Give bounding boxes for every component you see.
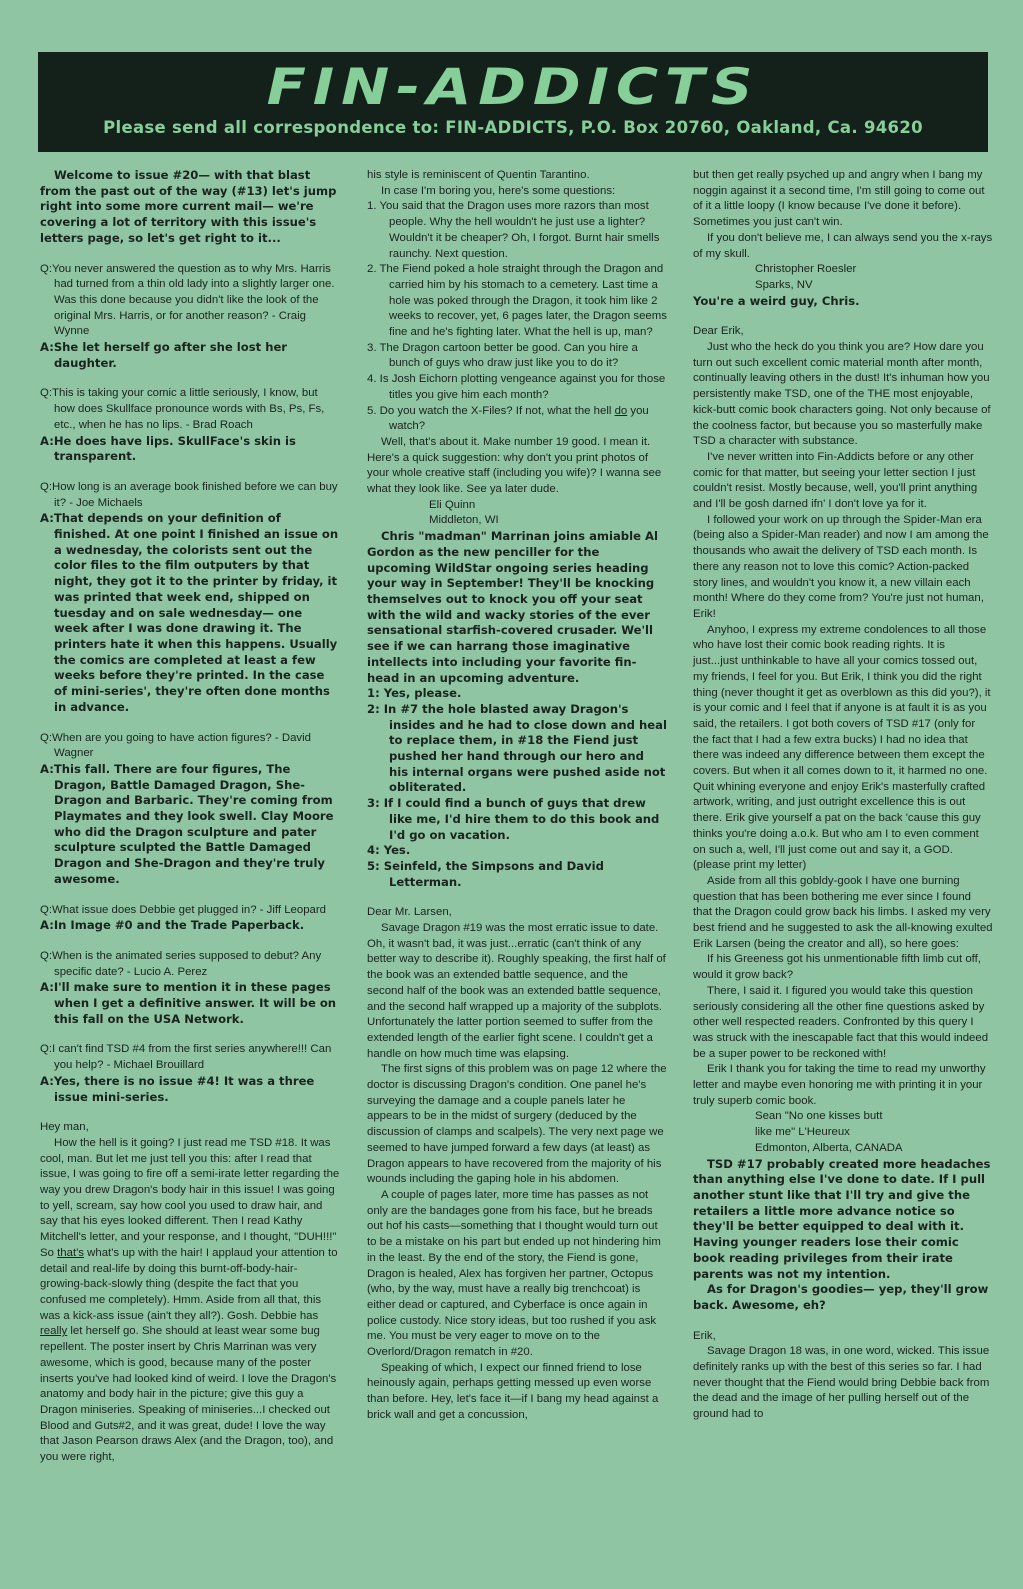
question-list-item: 3. The Dragon cartoon better be good. Can you hire a bunch of guys who draw just like you to do it?: [367, 341, 638, 370]
signature-name: Sean "No one kisses butt: [755, 1110, 883, 1123]
letter-greeting: Dear Erik,: [693, 325, 744, 338]
signature-location: Sparks, NV: [755, 278, 813, 291]
column-1: [40, 168, 340, 1466]
questions-intro: In case I'm boring you, here's some questions:: [381, 184, 616, 197]
letter-greeting: Dear Mr. Larsen,: [367, 906, 452, 919]
letter-paragraph: Just who the heck do you think you are? How dare you turn out such excellent comic material month after month, continually leaving others in the dust! It's inhuman how you persistently make TSD, one of the THE most enjoyable, kick-butt comic book characters going. Not only because of the coolness factor, but because you so masterfully make TSD a character with substance.: [693, 341, 991, 448]
letter-paragraph: Speaking of which, I expect our finned friend to lose heinously again, perhaps getting messed up even worse than before. Hey, let's face it—if I bang my head against a brick wall and get a concussion,: [367, 1361, 659, 1421]
question-4: Q:When are you going to have action figures? - David Wagner: [40, 731, 311, 760]
reply-answer: 3: If I could find a bunch of guys that drew like me, I'd hire them to do this book and I'd go on vacation.: [367, 796, 660, 842]
letter-paragraph: I followed your work on up through the Spider-Man era (being also a Spider-Man reader) and now I am among the thousands who await the delivery of TSD each month. Is there any reason not to love this comic? Action-packed story lines, and wouldn't you know it, a new villain each month! Where do they come from? You're just not human, Erik!: [693, 513, 989, 620]
editor-reply: TSD #17 probably created more headaches than anything else I've done to date. If I pull another stunt like that I'll try and give the retailers a little more advance notice so they'll be better equipped to deal with it. Having younger readers lose their comic book reading privileges from their irate parents was not my intention.: [693, 1156, 991, 1281]
reply-answer: 2: In #7 the hole blasted away Dragon's insides and he had to close down and heal to replace them, in #18 the Fiend just pushed her hand through our hero and his internal organs were pushed aside not obliterated.: [367, 701, 667, 795]
editor-reply: Chris "madman" Marrinan joins amiable Al Gordon as the new penciller for the upcoming WildStar ongoing series heading your way in September! They'll be knocking themselves out to knock you off your seat with the wild and wacky stories of the ever sensational starfish-covered crusader. We'll see if we can harrang those imaginative intellects into including your favorite fin-head in an upcoming adventure.: [367, 529, 658, 685]
letter-closing: Well, that's about it. Make number 19 good. I mean it. Here's a quick suggestion: why don't you print photos of your whole creative staff (including you wife)? I wanna see what they look like. See ya later dude.: [367, 435, 662, 496]
letter-paragraph: There, I said it. I figured you would take this question seriously considering all the other fine questions asked by other well respected readers. Confronted by this query I was struck with the inescapable fact that this would indeed be a super power to be reckoned with!: [693, 984, 989, 1060]
letter-greeting: Hey man,: [40, 1121, 89, 1134]
question-1: Q:You never answered the question as to why Mrs. Harris had turned from a thin old lady into a slightly larger one. Was this done because you didn't like the look of the original Mrs. Harris, or for another reason? - Craig Wynne: [40, 262, 335, 338]
answer-5: A:In Image #0 and the Trade Paperback.: [40, 918, 305, 933]
signature-name: Christopher Roesler: [755, 263, 857, 276]
editor-reply: You're a weird guy, Chris.: [693, 293, 860, 308]
letter-paragraph: If his Greeness got his unmentionable fifth limb cut off, would it grow back?: [693, 953, 981, 982]
correspondence-address: Please send all correspondence to: FIN-ADDICTS, P.O. Box 20760, Oakland, Ca. 94620: [103, 118, 923, 137]
question-3: Q:How long is an average book finished before we can buy it? - Joe Michaels: [40, 480, 338, 509]
answer-2: A:He does have lips. SkullFace's skin is transparent.: [40, 433, 296, 464]
question-list-item: 1. You said that the Dragon uses more razors than most people. Why the hell wouldn't he just use a lighter? Wouldn't it be cheaper? Oh, I forgot. Burnt hair smells raunchy. Next question.: [367, 200, 660, 260]
column-3: [693, 168, 993, 1423]
question-list-item: 5. Do you watch the X-Files? If not, what the hell do you watch?: [367, 404, 649, 433]
reply-answer: 4: Yes.: [367, 843, 411, 858]
letter-paragraph: The first signs of this problem was on page 12 where the doctor is discussing Dragon's condition. One panel he's surveying the damage and a couple panels later he appears to be in the midst of surgery (deduced by the discussion of clamps and scalpels). The very next page we seemed to have jumped forward a few days (at least) as Dragon appears to have recovered from the majority of his wounds including the gaping hole in his abdomen.: [367, 1063, 667, 1186]
question-list-item: 4. Is Josh Eichorn plotting vengeance against you for those titles you give him each month?: [367, 373, 666, 401]
letter-continued: but then get really psyched up and angry when I bang my noggin against it a second time, I'm still going to come out of it a little loopy (I know because I've done it before). Sometimes you just can't win.: [693, 169, 985, 229]
signature-location: Edmonton, Alberta, CANADA: [755, 1141, 903, 1154]
signature-name: like me" L'Heureux: [755, 1126, 850, 1139]
signature-location: Middleton, WI: [429, 514, 499, 527]
answer-7: A:Yes, there is no issue #4! It was a three issue mini-series.: [40, 1073, 315, 1104]
letter-paragraph: If you don't believe me, I can always send you the x-rays of my skull.: [693, 231, 993, 260]
letter-paragraph: Anyhoo, I express my extreme condolences to all those who have lost their comic book reading rights. It is just...just unthinkable to have all your comics tossed out, my friends, I feel for you. But Erik, I think you did the right thing (never thought it get as overblown as this did you?), it is your comic and I feel that if anyone is at fault it is as you said, the retailers. I got both covers of TSD #17 (only for the fact that I had a few extra bucks) I had no idea that there was indeed any difference between them except the covers. But when it all comes down to it, it harmed no one. Quit whining everyone and enjoy Erik's masterfully crafted artwork, writing, and just outright excellence this is out there. Erik give yourself a pat on the back 'cause this guy thinks you're doing a.o.k. But who am I to even comment on such a, well, I'll just come out and say it, a GOD. (please print my letter): [693, 623, 991, 872]
reply-answer: 5: Seinfeld, the Simpsons and David Letterman.: [367, 858, 604, 889]
question-2: Q:This is taking your comic a little seriously, I know, but how does Skullface pronounce words with Bs, Ps, Fs, etc., when he has no lips. - Brad Roach: [40, 387, 325, 431]
answer-6: A:I'll make sure to mention it in these pages when I get a definitive answer. It will be on this fall on the USA Network.: [40, 980, 337, 1026]
letter-paragraph: Erik I thank you for taking the time to read my unworthy letter and maybe even honoring me with printing it in your truly superb comic book.: [693, 1063, 986, 1107]
letter-continued: his style is reminiscent of Quentin Tarantino.: [367, 169, 590, 181]
letter-paragraph: Aside from all this gobldy-gook I have one burning question that has been bothering me ever since I found that the Dragon could grow back his limbs. I asked my very best friend and he suggested to ask the all-knowing exulted Erik Larsen (being the creator and all), so here goes:: [693, 874, 993, 950]
signature-name: Eli Quinn: [429, 498, 476, 511]
question-6: Q:When is the animated series supposed to debut? Any specific date? - Lucio A. Perez: [40, 949, 322, 978]
page-title: FIN-ADDICTS: [266, 58, 760, 116]
header-banner: [38, 52, 988, 152]
letter-body: How the hell is it going? I just read me TSD #18. It was cool, man. But let me just tell you this: after I read that issue, I was going to fire off a semi-irate letter regarding the way you drew Dragon's body hair in this issue! I was going to yell, scream, say how cool you used to draw hair, and say that his eyes looked different. Then I read Kathy Mitchell's letter, and your response, and I thought, "DUH!!!" So that's what's up with the hair! I applaud your attention to detail and real-life by doing this burnt-off-body-hair-growing-back-slowly thing (despite the fact that you confused me completely). Hmm. Aside from all that, this was a kick-ass issue (ain't they all?). Gosh. Debbie has really let herself go. She should at least wear some bug repellent. The poster insert by Chris Marrinan was very awesome, which is good, because many of the poster inserts you've had looked kind of weird. I love the Dragon's anatomy and body hair in the picture; give this guy a Dragon miniseries. Speaking of miniseries...I checked out Blood and Guts#2, and it was great, dude! I love the way that Jason Pearson draws Alex (and the Dragon, too), and you were right,: [40, 1136, 340, 1464]
letter-paragraph: I've never written into Fin-Addicts before or any other comic for that matter, but seeing your letter section I just couldn't resist. Mostly because, well, you'll print anything and I'll be gosh darned ifn' I don't love ya for it.: [693, 450, 978, 511]
letter-paragraph: Savage Dragon #19 was the most erratic issue to date. Oh, it wasn't bad, it was just...erratic (can't think of any better way to describe it). Roughly speaking, the first half of the book was an extended battle sequence, and the second half of the book was an extended battle sequence, and the second half wrapped up a majority of the subplots. Unfortunately the latter portion seemed to suffer from the extended length of the earlier fight scene. I couldn't get a handle on how much time was elapsing.: [367, 922, 666, 1060]
editor-reply: As for Dragon's goodies— yep, they'll grow back. Awesome, eh?: [693, 1282, 989, 1312]
column-2: [367, 168, 667, 1424]
intro-text: Welcome to issue #20— with that blast from the past out of the way (#13) let's jump right into some more current mail— we're covering a lot of territory with this issue's letters page, so let's get right to it...: [40, 168, 337, 245]
question-7: Q:I can't find TSD #4 from the first series anywhere!!! Can you help? - Michael Brouillard: [40, 1043, 332, 1072]
answer-4: A:This fall. There are four figures, The Dragon, Battle Damaged Dragon, She-Dragon and Barbaric. They're coming from Playmates and they look swell. Clay Moore who did the Dragon sculpture and pater sculpture sculpted the Battle Damaged Dragon and She-Dragon and they're truly awesome.: [40, 761, 334, 886]
question-5: Q:What issue does Debbie get plugged in? - Jiff Leopard: [40, 903, 327, 916]
reply-answer: 1: Yes, please.: [367, 686, 462, 701]
letter-paragraph: Savage Dragon 18 was, in one word, wicked. This issue definitely ranks up with the best of this series so far. I had never thought that the Fiend would bring Debbie back from the dead and the image of her pulling herself out of the ground had to: [693, 1345, 990, 1421]
letter-greeting: Erik,: [693, 1329, 716, 1342]
answer-1: A:She let herself go after she lost her daughter.: [40, 340, 288, 370]
letter-paragraph: A couple of pages later, more time has passes as not only are the bandages gone from his face, but he breads out hof his casts—something that I thought would turn out to be a mistake on his part but ended up not hindering him in the least. By the end of the story, the Fiend is gone, Dragon is healed, Alex has forgiven her partner, Octopus (who, by the way, must have a really big trenchcoat) is either dead or captured, and Cyberface is once again in police custody. Nice story ideas, but too rushed if you ask me. You must be very eager to move on to the Overlord/Dragon rematch in #20.: [367, 1189, 661, 1359]
answer-3: A:That depends on your definition of finished. At one point I finished an issue on a wednesday, the colorists sent out the color files to the film outputers by that night, they got it to the printer by friday, it was printed that week end, shipped on tuesday and on sale wednesday— one week after I was done drawing it. The printers hate it when this happens. Usually the comics are completed at least a few weeks before they're printed. In the case of mini-series', they're often done months in advance.: [40, 511, 339, 714]
question-list-item: 2. The Fiend poked a hole straight through the Dragon and carried him by his stomach to a cemetery. Last time a hole was poked through the Dragon, it took him like 2 weeks to recover, yet, 6 pages later, the Dragon seems fine and he's fighting later. What the hell is up, man?: [367, 263, 667, 339]
